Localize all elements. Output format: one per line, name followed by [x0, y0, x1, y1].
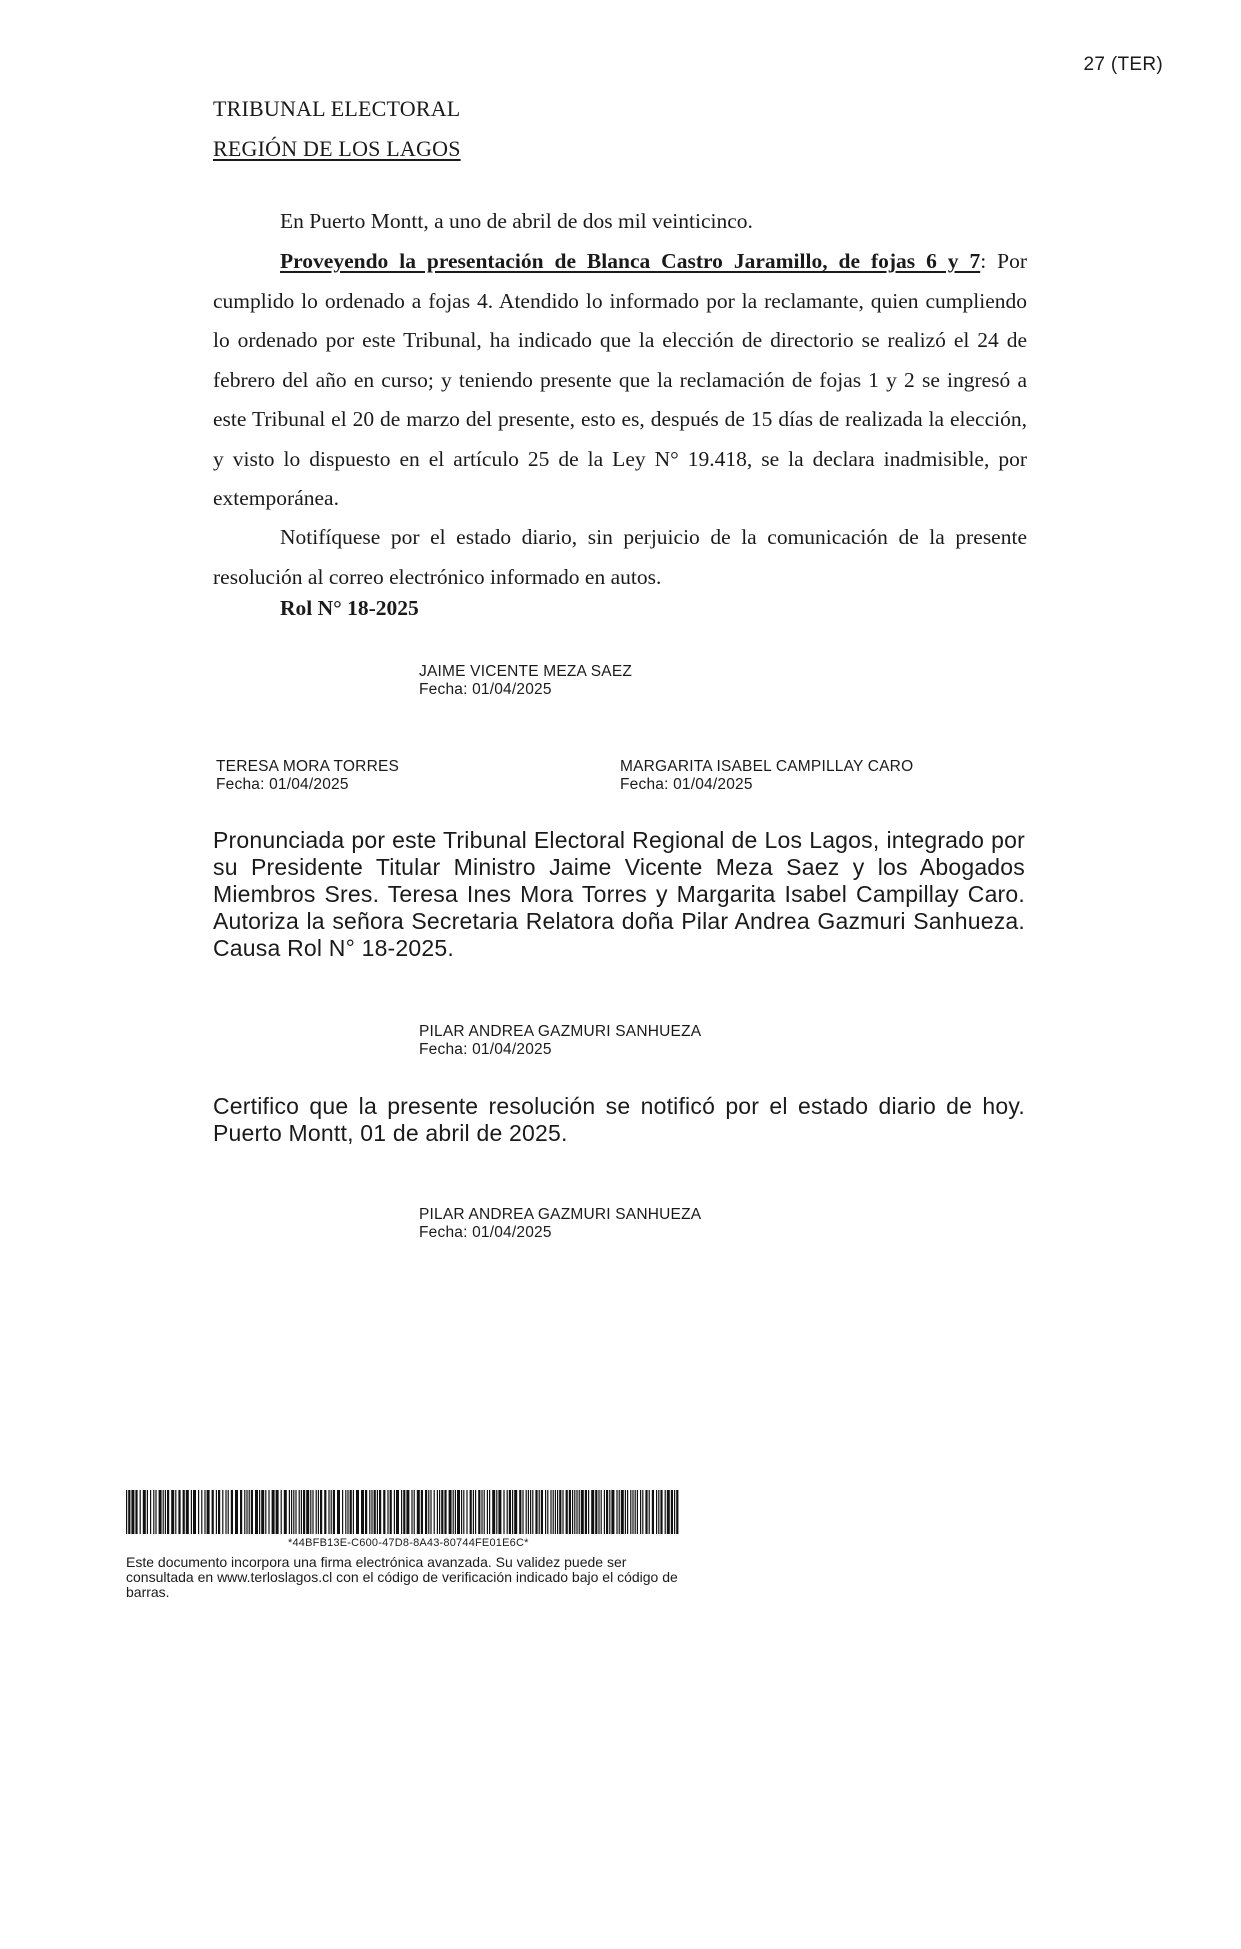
barcode-bar [268, 1490, 269, 1534]
barcode-bar [550, 1490, 551, 1534]
signature-date: Fecha: 01/04/2025 [216, 776, 349, 793]
barcode-bar [345, 1490, 346, 1534]
barcode-bar [514, 1490, 517, 1534]
barcode-bar [449, 1490, 452, 1534]
barcode-bar [507, 1490, 508, 1534]
barcode-bar [387, 1490, 388, 1534]
barcode-bar [333, 1490, 335, 1534]
rol-number: Rol N° 18-2025 [280, 596, 419, 620]
pronouncement-paragraph: Pronunciada por este Tribunal Electoral Regional de Los Lagos, integrado por su Presidente Titular Ministro Jaime Vicente Meza Saez y los Abogados Miembros Sres. Teresa Ines Mora Torres y Margarita Isabel Campillay Caro. Autoriza la señora Secretaria Relatora doña Pilar Andrea Gazmuri Sanhueza. Causa Rol N° 18-2025. [213, 827, 1025, 961]
barcode-bar [371, 1490, 372, 1534]
barcode-bar [645, 1490, 647, 1534]
tribunal-region: REGIÓN DE LOS LAGOS [213, 136, 461, 161]
barcode-bar [569, 1490, 571, 1534]
barcode-bar [562, 1490, 563, 1534]
barcode-bar [481, 1490, 482, 1534]
barcode-bar [328, 1490, 329, 1534]
barcode-bar [478, 1490, 480, 1534]
barcode-bar [331, 1490, 332, 1534]
barcode-bar [632, 1490, 633, 1534]
barcode-bar [676, 1490, 678, 1534]
barcode-bar [301, 1490, 302, 1534]
barcode-bar [212, 1490, 214, 1534]
barcode-bar [588, 1490, 589, 1534]
barcode-bar [674, 1490, 675, 1534]
barcode-bar [457, 1490, 460, 1534]
barcode-bar [581, 1490, 584, 1534]
barcode-bar [535, 1490, 537, 1534]
barcode-bar [347, 1490, 348, 1534]
barcode-bar [421, 1490, 423, 1534]
barcode-bar [658, 1490, 659, 1534]
barcode-bar [369, 1490, 370, 1534]
barcode-bar [411, 1490, 412, 1534]
certification-paragraph: Certifico que la presente resolución se notificó por el estado diario de hoy. Puerto Montt, 01 de abril de 2025. [213, 1093, 1025, 1146]
barcode-bar [528, 1490, 529, 1534]
barcode-bar [153, 1490, 154, 1534]
barcode-bar [167, 1490, 169, 1534]
provision-heading: Proveyendo la presentación de Blanca Castro Jaramillo, de fojas 6 y 7 [280, 249, 981, 273]
barcode-bar [572, 1490, 573, 1534]
barcode-bar [225, 1490, 226, 1534]
barcode-bar [606, 1490, 608, 1534]
barcode-bar [284, 1490, 287, 1534]
barcode-bar [671, 1490, 673, 1534]
barcode-bar [390, 1490, 392, 1534]
barcode-bar [434, 1490, 435, 1534]
barcode-bar [261, 1490, 264, 1534]
barcode-bar [235, 1490, 238, 1534]
signature-meza [419, 663, 632, 699]
barcode-bar [652, 1490, 654, 1534]
barcode-bar [350, 1490, 352, 1534]
signer-name: MARGARITA ISABEL CAMPILLAY CARO [620, 758, 914, 775]
barcode-bar [630, 1490, 631, 1534]
barcode-bar [559, 1490, 561, 1534]
barcode-bar [498, 1490, 501, 1534]
barcode-bar [519, 1490, 521, 1534]
barcode-bar [470, 1490, 472, 1534]
barcode-bar [377, 1490, 378, 1534]
barcode-bar [356, 1490, 359, 1534]
barcode-bar [165, 1490, 166, 1534]
barcode-bar [417, 1490, 420, 1534]
barcode-bar [150, 1490, 151, 1534]
barcode-bar [649, 1490, 650, 1534]
barcode-bar [576, 1490, 577, 1534]
barcode-bar [171, 1490, 174, 1534]
barcode-bar [530, 1490, 531, 1534]
barcode-bar [295, 1490, 296, 1534]
barcode-bar [611, 1490, 614, 1534]
barcode-bar [455, 1490, 456, 1534]
barcode-bar [140, 1490, 141, 1534]
barcode-bar [640, 1490, 641, 1534]
barcode-bar [406, 1490, 409, 1534]
barcode-bar [441, 1490, 443, 1534]
barcode-bar [353, 1490, 354, 1534]
barcode-bar [281, 1490, 282, 1534]
barcode-bar [163, 1490, 164, 1534]
barcode-bar [579, 1490, 580, 1534]
signature-mora [216, 758, 399, 794]
barcode-bar [178, 1490, 180, 1534]
barcode-bar [484, 1490, 485, 1534]
barcode-bar [496, 1490, 497, 1534]
signature-date: Fecha: 01/04/2025 [419, 681, 552, 698]
barcode-bar [487, 1490, 488, 1534]
signer-name: PILAR ANDREA GAZMURI SANHUEZA [419, 1023, 702, 1040]
electronic-signature-note: Este documento incorpora una firma electrónica avanzada. Su validez puede ser consultada en www.terloslagos.cl con el código de verificación indicado bajo el código de barras. [126, 1554, 678, 1600]
barcode-bar [461, 1490, 462, 1534]
barcode-bar [276, 1490, 279, 1534]
barcode-bar [306, 1490, 309, 1534]
barcode-bar [541, 1490, 543, 1534]
barcode-bar [665, 1490, 666, 1534]
barcode-bar [126, 1490, 127, 1534]
barcode-bar [414, 1490, 415, 1534]
barcode-bar [489, 1490, 490, 1534]
barcode-bar [547, 1490, 548, 1534]
barcode-bar [555, 1490, 556, 1534]
barcode-bar [198, 1490, 199, 1534]
barcode-bar [574, 1490, 575, 1534]
barcode-bar [246, 1490, 247, 1534]
signature-gazmuri-pronouncement [419, 1023, 701, 1059]
barcode-bar [249, 1490, 250, 1534]
barcode-bar [595, 1490, 597, 1534]
barcode-bar [365, 1490, 367, 1534]
barcode-bar [660, 1490, 662, 1534]
barcode-bar [396, 1490, 399, 1534]
barcode-bar [566, 1490, 568, 1534]
barcode-bar [637, 1490, 638, 1534]
barcode-bar [545, 1490, 546, 1534]
barcode-bar [625, 1490, 626, 1534]
barcode-bar [207, 1490, 210, 1534]
barcode-bar [337, 1490, 340, 1534]
verification-barcode [126, 1490, 681, 1534]
provision-body: : Por cumplido lo ordenado a fojas 4. Atendido lo informado por la reclamante, quien cumpliendo lo ordenado por este Tribunal, ha indicado que la elección de directorio se realizó el 24 de febrero del año en curso; y teniendo presente que la reclamación de fojas 1 y 2 se ingresó a este Tribunal el 20 de marzo del presente, esto es, después de 15 días de realizada la elección, y visto lo dispuesto en el artículo 25 de la Ley N° 19.418, se la declara inadmisible, por extemporánea. [213, 249, 1027, 510]
barcode-bar [216, 1490, 217, 1534]
barcode-bar [231, 1490, 233, 1534]
barcode-bar [616, 1490, 617, 1534]
barcode-bar [131, 1490, 134, 1534]
barcode-bar [585, 1490, 587, 1534]
barcode-bar [191, 1490, 192, 1534]
barcode-verification-code: *44BFB13E-C600-47D8-8A43-80744FE01E6C* [288, 1537, 529, 1549]
barcode-bar [228, 1490, 229, 1534]
barcode-bar [439, 1490, 440, 1534]
barcode-bar [667, 1490, 670, 1534]
barcode-bar [312, 1490, 313, 1534]
barcode-bar [609, 1490, 610, 1534]
barcode-bar [539, 1490, 540, 1534]
barcode-bar [147, 1490, 148, 1534]
resolution-notify: Notifíquese por el estado diario, sin perjuicio de la comunicación de la presente resolución al correo electrónico informado en autos. [213, 525, 1027, 589]
barcode-bar [656, 1490, 657, 1534]
barcode-bar [361, 1490, 364, 1534]
barcode-bar [222, 1490, 223, 1534]
barcode-bar [509, 1490, 511, 1534]
barcode-bar [526, 1490, 527, 1534]
barcode-bar [512, 1490, 513, 1534]
barcode-bar [453, 1490, 454, 1534]
signature-date: Fecha: 01/04/2025 [620, 776, 753, 793]
barcode-bar [383, 1490, 385, 1534]
barcode-bar [204, 1490, 205, 1534]
barcode-bar [259, 1490, 260, 1534]
barcode-bar [291, 1490, 292, 1534]
barcode-bar [128, 1490, 130, 1534]
barcode-bar [251, 1490, 253, 1534]
barcode-bar [155, 1490, 156, 1534]
barcode-bar [621, 1490, 624, 1534]
barcode-bar [604, 1490, 605, 1534]
barcode-bar [598, 1490, 599, 1534]
barcode-bar [601, 1490, 602, 1534]
barcode-bar [475, 1490, 476, 1534]
barcode-bar [193, 1490, 196, 1534]
barcode-bar [401, 1490, 402, 1534]
barcode-bar [635, 1490, 636, 1534]
barcode-bar [310, 1490, 311, 1534]
barcode-bar [201, 1490, 202, 1534]
barcode-bar [293, 1490, 294, 1534]
barcode-bar [303, 1490, 305, 1534]
barcode-bar [503, 1490, 504, 1534]
barcode-bar [175, 1490, 176, 1534]
barcode-bar [379, 1490, 381, 1534]
barcode-bar [186, 1490, 189, 1534]
barcode-bar [218, 1490, 220, 1534]
barcode-bar [342, 1490, 343, 1534]
barcode-bar [394, 1490, 395, 1534]
barcode-bar [463, 1490, 464, 1534]
barcode-bar [324, 1490, 326, 1534]
barcode-bar [532, 1490, 533, 1534]
signature-campillay [620, 758, 913, 794]
barcode-bar [428, 1490, 429, 1534]
barcode-bar [265, 1490, 266, 1534]
barcode-bar [299, 1490, 300, 1534]
barcode-bar [466, 1490, 467, 1534]
barcode-bar [642, 1490, 643, 1534]
signature-date: Fecha: 01/04/2025 [419, 1224, 552, 1241]
barcode-bar [244, 1490, 245, 1534]
barcode-bar [289, 1490, 290, 1534]
barcode-bar [430, 1490, 431, 1534]
tribunal-title: TRIBUNAL ELECTORAL [213, 96, 461, 121]
barcode-bar [316, 1490, 317, 1534]
barcode-bar [255, 1490, 258, 1534]
barcode-bar [403, 1490, 405, 1534]
barcode-bar [444, 1490, 446, 1534]
signer-name: TERESA MORA TORRES [216, 758, 400, 775]
barcode-bar [437, 1490, 438, 1534]
barcode-bar [143, 1490, 146, 1534]
barcode-bar [492, 1490, 495, 1534]
barcode-bar [135, 1490, 137, 1534]
signature-date: Fecha: 01/04/2025 [419, 1041, 552, 1058]
barcode-bar [272, 1490, 275, 1534]
signature-gazmuri-certification [419, 1206, 701, 1242]
barcode-bar [619, 1490, 620, 1534]
barcode-bar [318, 1490, 319, 1534]
page-number: 27 (TER) [1083, 54, 1163, 75]
barcode-bar [183, 1490, 185, 1534]
resolution-date-line: En Puerto Montt, a uno de abril de dos mil veinticinco. [280, 209, 753, 233]
signer-name: JAIME VICENTE MEZA SAEZ [419, 663, 633, 680]
barcode-bar [240, 1490, 242, 1534]
barcode-bar [425, 1490, 427, 1534]
barcode-bar [159, 1490, 162, 1534]
signer-name: PILAR ANDREA GAZMURI SANHUEZA [419, 1206, 702, 1223]
barcode-bar [522, 1490, 523, 1534]
barcode-bar [473, 1490, 474, 1534]
barcode-bar [591, 1490, 594, 1534]
barcode-bar [320, 1490, 322, 1534]
barcode-bar [553, 1490, 554, 1534]
resolution-provision [213, 242, 1027, 519]
barcode-bar [557, 1490, 558, 1534]
barcode-bar [627, 1490, 628, 1534]
barcode-bar [374, 1490, 376, 1534]
